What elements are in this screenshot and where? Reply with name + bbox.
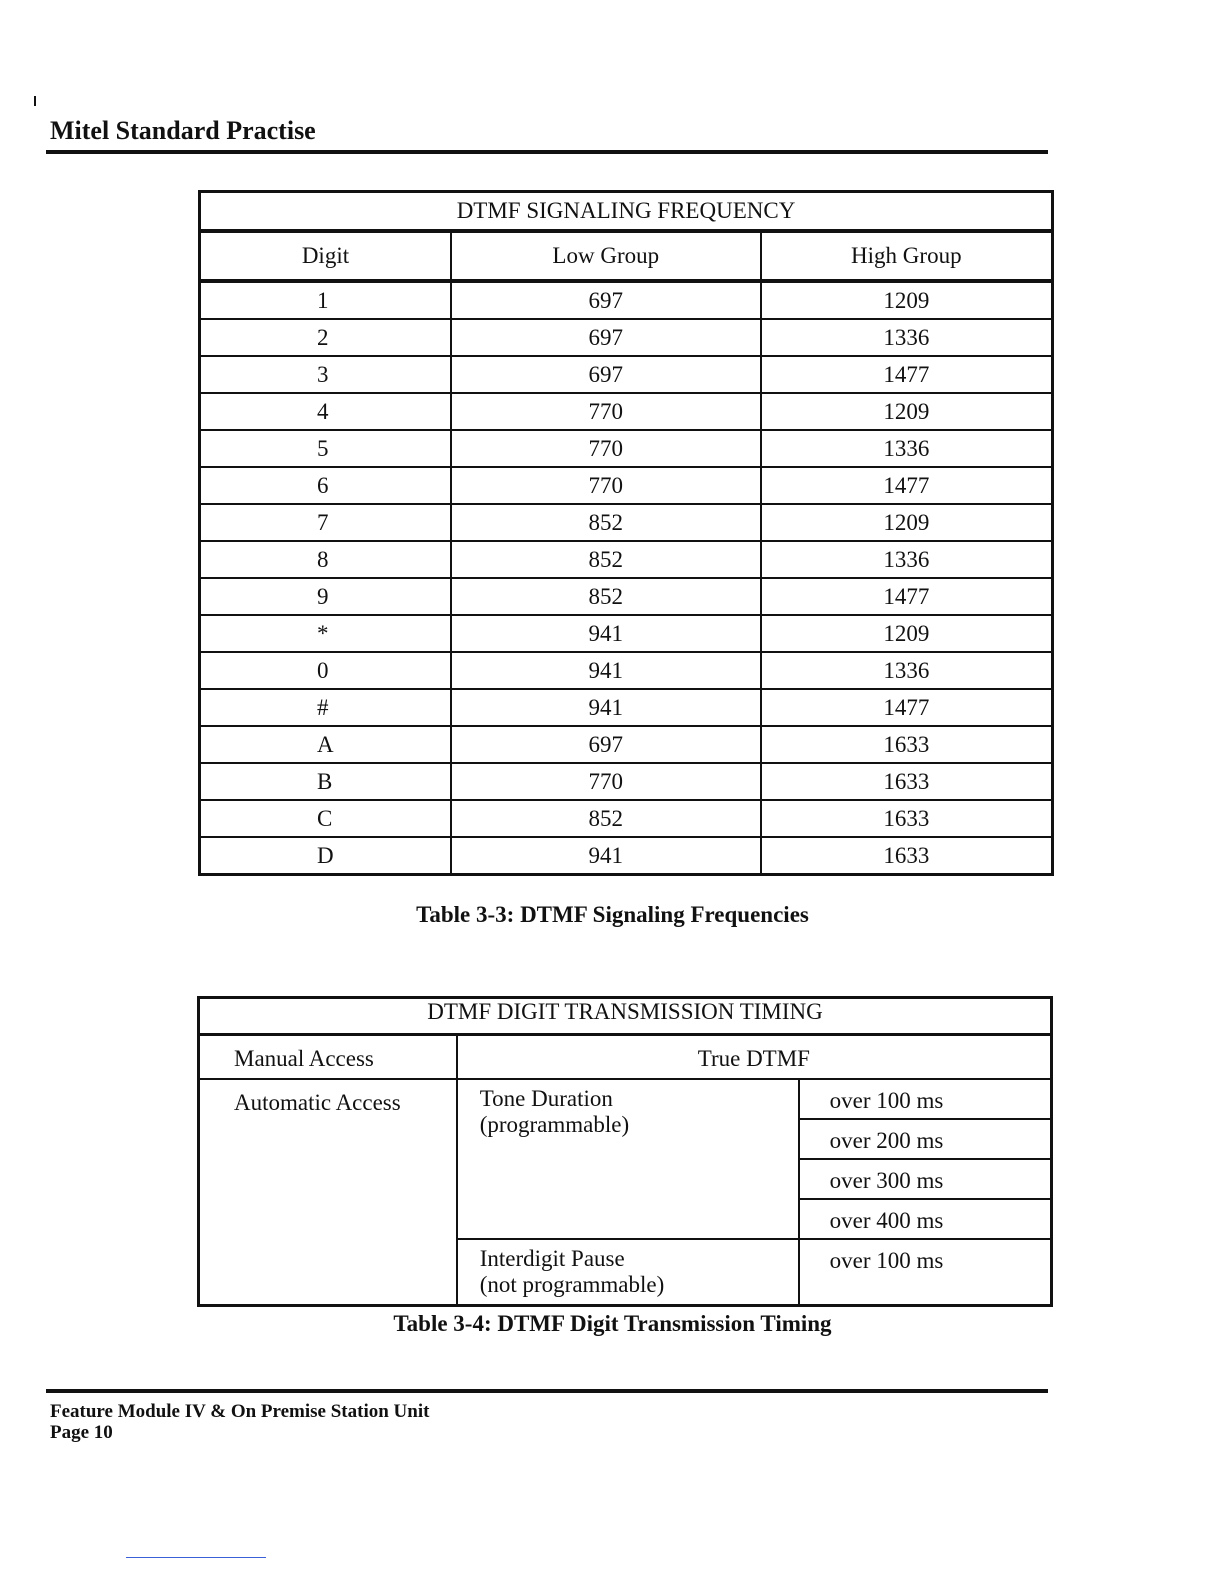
cell-low-group: 941: [451, 615, 761, 652]
table-row: [200, 578, 1053, 615]
header-rule: [46, 150, 1048, 154]
cell-digit: 2: [200, 319, 451, 356]
cell-low-group: 852: [451, 541, 761, 578]
interdigit-pause-note: (not programmable): [479, 1272, 665, 1297]
table-row: [200, 763, 1053, 800]
cell-low-group: 941: [451, 689, 761, 726]
manual-access-label: Manual Access: [199, 1035, 457, 1080]
table-row: [200, 393, 1053, 430]
cell-low-group: 852: [451, 800, 761, 837]
footer-page-number: Page 10: [50, 1422, 113, 1443]
tone-value: over 100 ms: [799, 1079, 1052, 1119]
cell-digit: 1: [200, 281, 451, 319]
cell-low-group: 697: [451, 281, 761, 319]
cell-high-group: 1209: [761, 615, 1053, 652]
table-row: [200, 615, 1053, 652]
page-header-title: Mitel Standard Practise: [50, 116, 316, 145]
table-row: [200, 319, 1053, 356]
cell-digit: 7: [200, 504, 451, 541]
tone-duration-cell: [457, 1079, 799, 1239]
interdigit-value: over 100 ms: [799, 1239, 1052, 1306]
cell-digit: 6: [200, 467, 451, 504]
interdigit-pause-label: Interdigit Pause: [479, 1246, 625, 1271]
table-title: DTMF DIGIT TRANSMISSION TIMING: [199, 998, 1052, 1035]
tone-duration-label: Tone Duration: [479, 1086, 613, 1111]
cell-digit: 4: [200, 393, 451, 430]
cell-low-group: 697: [451, 356, 761, 393]
automatic-access-label: Automatic Access: [199, 1079, 457, 1306]
cell-low-group: 770: [451, 467, 761, 504]
table-row: [200, 467, 1053, 504]
cell-low-group: 852: [451, 578, 761, 615]
dtmf-frequency-table: [198, 190, 1054, 876]
cell-high-group: 1336: [761, 652, 1053, 689]
cell-high-group: 1477: [761, 356, 1053, 393]
cell-low-group: 852: [451, 504, 761, 541]
cell-high-group: 1633: [761, 837, 1053, 875]
cell-digit: 9: [200, 578, 451, 615]
cell-high-group: 1633: [761, 800, 1053, 837]
cell-low-group: 941: [451, 837, 761, 875]
cell-digit: 5: [200, 430, 451, 467]
table-title: DTMF SIGNALING FREQUENCY: [200, 192, 1053, 232]
cell-digit: 3: [200, 356, 451, 393]
cell-digit: #: [200, 689, 451, 726]
column-header-low-group: Low Group: [451, 231, 761, 281]
cell-high-group: 1633: [761, 763, 1053, 800]
table-row: [200, 281, 1053, 319]
table-header-row: [200, 231, 1053, 281]
table-body: [200, 281, 1053, 875]
cell-digit: B: [200, 763, 451, 800]
margin-mark: [34, 96, 36, 106]
interdigit-pause-cell: [457, 1239, 799, 1306]
table-row: [200, 726, 1053, 763]
cell-digit: 8: [200, 541, 451, 578]
true-dtmf-label: True DTMF: [457, 1035, 1052, 1080]
footer-document-title: Feature Module IV & On Premise Station Unit: [50, 1401, 430, 1422]
table-row: [200, 800, 1053, 837]
cell-high-group: 1633: [761, 726, 1053, 763]
tone-value: over 400 ms: [799, 1199, 1052, 1239]
cell-digit: C: [200, 800, 451, 837]
cell-high-group: 1336: [761, 541, 1053, 578]
dtmf-timing-table: [197, 996, 1053, 1307]
cell-low-group: 770: [451, 763, 761, 800]
tone-value: over 300 ms: [799, 1159, 1052, 1199]
column-header-digit: Digit: [200, 231, 451, 281]
cell-high-group: 1209: [761, 393, 1053, 430]
table-row: [200, 430, 1053, 467]
cell-low-group: 770: [451, 430, 761, 467]
footer-rule: [46, 1389, 1048, 1393]
cell-high-group: 1209: [761, 281, 1053, 319]
table-row: [200, 356, 1053, 393]
table-caption: Table 3-3: DTMF Signaling Frequencies: [416, 902, 809, 927]
cell-high-group: 1336: [761, 430, 1053, 467]
cell-high-group: 1477: [761, 467, 1053, 504]
table-row: [200, 652, 1053, 689]
table-caption: Table 3-4: DTMF Digit Transmission Timing: [393, 1311, 832, 1336]
table-row: [200, 837, 1053, 875]
table-row: [200, 504, 1053, 541]
column-header-high-group: High Group: [761, 231, 1053, 281]
cell-low-group: 697: [451, 319, 761, 356]
cell-high-group: 1477: [761, 578, 1053, 615]
cell-low-group: 697: [451, 726, 761, 763]
cell-low-group: 941: [451, 652, 761, 689]
cell-low-group: 770: [451, 393, 761, 430]
table-row: [200, 541, 1053, 578]
cell-high-group: 1477: [761, 689, 1053, 726]
cell-digit: *: [200, 615, 451, 652]
cell-digit: 0: [200, 652, 451, 689]
cell-digit: D: [200, 837, 451, 875]
cell-high-group: 1336: [761, 319, 1053, 356]
page-footer: [50, 1401, 429, 1443]
table-row: [200, 689, 1053, 726]
scan-artifact-line: [126, 1557, 266, 1558]
cell-high-group: 1209: [761, 504, 1053, 541]
tone-value: over 200 ms: [799, 1119, 1052, 1159]
cell-digit: A: [200, 726, 451, 763]
tone-duration-note: (programmable): [479, 1112, 630, 1137]
